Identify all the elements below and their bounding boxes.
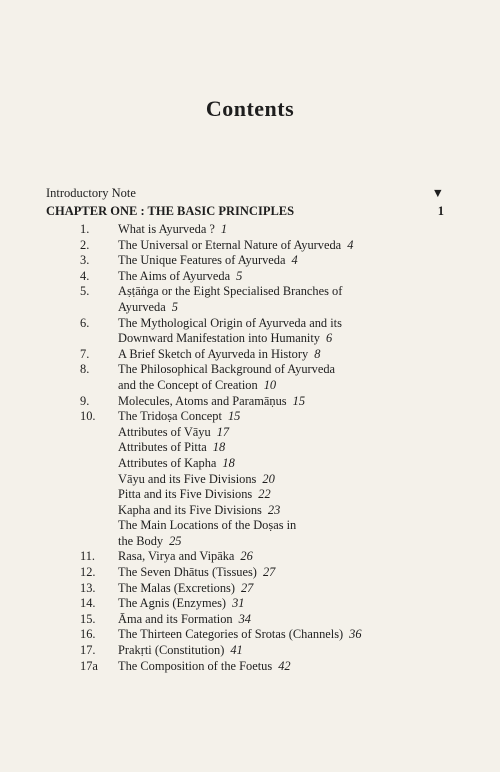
entry-line bbox=[118, 347, 450, 363]
entry-page: 4 bbox=[347, 237, 354, 252]
toc-entry bbox=[80, 565, 450, 581]
entry-line bbox=[118, 253, 450, 269]
entry-page: 5 bbox=[171, 299, 178, 314]
entry-line-text: and the Concept of Creation bbox=[118, 377, 258, 392]
toc-entry bbox=[80, 612, 450, 628]
toc-entry bbox=[80, 549, 450, 565]
toc-entry bbox=[80, 440, 450, 456]
toc-entry bbox=[80, 409, 450, 425]
toc-entry bbox=[80, 627, 450, 643]
entry-line-text: The Malas (Excretions) bbox=[118, 580, 235, 595]
entry-line bbox=[118, 487, 450, 503]
entry-text bbox=[118, 612, 450, 628]
entry-text bbox=[118, 518, 450, 549]
entry-page: 41 bbox=[230, 643, 243, 658]
toc-entry bbox=[80, 518, 450, 549]
entry-text bbox=[118, 238, 450, 254]
entry-line bbox=[118, 440, 450, 456]
entry-line-text: Attributes of Kapha bbox=[118, 455, 217, 470]
entry-number bbox=[80, 518, 118, 549]
entry-number: 16. bbox=[80, 627, 96, 642]
entry-line-text: The Seven Dhātus (Tissues) bbox=[118, 565, 257, 580]
entry-line bbox=[118, 425, 450, 441]
entry-page: 31 bbox=[232, 596, 245, 611]
entry-page: 8 bbox=[314, 346, 321, 361]
entry-line bbox=[118, 627, 450, 643]
entry-number: 17a bbox=[80, 658, 98, 673]
entry-text bbox=[118, 627, 450, 643]
entry-line-text: The Main Locations of the Doṣas in bbox=[118, 518, 297, 533]
entry-number: 10. bbox=[80, 409, 96, 424]
entry-line-text: The Mythological Origin of Ayurveda and its bbox=[118, 315, 342, 330]
intro-row bbox=[46, 186, 444, 201]
entry-number: 9. bbox=[80, 393, 90, 408]
entry-line bbox=[118, 659, 450, 675]
entry-line bbox=[118, 300, 450, 316]
entry-text bbox=[118, 487, 450, 503]
chapter-heading bbox=[46, 204, 444, 219]
toc-list bbox=[80, 222, 450, 674]
entry-line-text: Vāyu and its Five Divisions bbox=[118, 471, 257, 486]
entry-number: 13. bbox=[80, 580, 96, 595]
entry-number bbox=[80, 472, 118, 488]
entry-text bbox=[118, 456, 450, 472]
toc-entry bbox=[80, 503, 450, 519]
entry-text bbox=[118, 503, 450, 519]
entry-number: 6. bbox=[80, 315, 90, 330]
page-title: Contents bbox=[205, 96, 295, 121]
toc-entry bbox=[80, 269, 450, 285]
entry-line-text: Molecules, Atoms and Paramāṇus bbox=[118, 393, 287, 408]
entry-line bbox=[118, 378, 450, 394]
entry-number bbox=[80, 425, 118, 441]
entry-line-text: Prakṛti (Constitution) bbox=[118, 643, 225, 658]
entry-text bbox=[118, 284, 450, 315]
entry-line bbox=[118, 518, 450, 534]
entry-text bbox=[118, 425, 450, 441]
entry-line bbox=[118, 472, 450, 488]
entry-line bbox=[118, 503, 450, 519]
entry-page: 26 bbox=[240, 549, 253, 564]
entry-number: 17. bbox=[80, 643, 96, 658]
entry-line-text: The Composition of the Foetus bbox=[118, 658, 273, 673]
entry-page: 5 bbox=[236, 268, 243, 283]
entry-line-text: Attributes of Vāyu bbox=[118, 424, 211, 439]
entry-line-text: The Tridoṣa Concept bbox=[118, 409, 222, 424]
entry-page: 27 bbox=[262, 565, 276, 580]
entry-line-text: Pitta and its Five Divisions bbox=[118, 487, 253, 502]
entry-page: 15 bbox=[292, 393, 306, 408]
entry-line-text: Ayurveda bbox=[118, 299, 166, 314]
toc-entry bbox=[80, 394, 450, 410]
entry-line bbox=[118, 316, 450, 332]
entry-number bbox=[80, 487, 118, 503]
entry-line-text: What is Ayurveda ? bbox=[118, 222, 215, 236]
entry-text bbox=[118, 596, 450, 612]
intro-page: ▼ bbox=[431, 186, 444, 200]
entry-page: 10 bbox=[263, 377, 277, 392]
entry-line bbox=[118, 596, 450, 612]
chapter-label: CHAPTER ONE : THE BASIC PRINCIPLES bbox=[46, 204, 295, 218]
entry-number: 1. bbox=[80, 222, 90, 236]
entry-line-text: The Agnis (Enzymes) bbox=[118, 596, 227, 611]
entry-line bbox=[118, 565, 450, 581]
entry-text bbox=[118, 362, 450, 393]
entry-line bbox=[118, 362, 450, 378]
toc-entry bbox=[80, 362, 450, 393]
toc-entry bbox=[80, 284, 450, 315]
entry-line-text: The Unique Features of Ayurveda bbox=[118, 253, 286, 268]
entry-page: 4 bbox=[291, 253, 298, 268]
toc-entry bbox=[80, 316, 450, 347]
entry-page: 42 bbox=[278, 658, 291, 673]
entry-page: 6 bbox=[326, 331, 333, 346]
entry-number bbox=[80, 503, 118, 519]
entry-line bbox=[118, 284, 450, 300]
entry-number: 12. bbox=[80, 565, 96, 580]
entry-number: 5. bbox=[80, 284, 90, 299]
entry-number: 11. bbox=[80, 549, 96, 564]
entry-number: 3. bbox=[80, 253, 90, 268]
entry-line bbox=[118, 612, 450, 628]
toc-entry bbox=[80, 581, 450, 597]
toc-entry bbox=[80, 347, 450, 363]
entry-page: 20 bbox=[262, 471, 275, 486]
entry-text bbox=[118, 472, 450, 488]
entry-text bbox=[118, 659, 450, 675]
entry-text bbox=[118, 581, 450, 597]
toc-entry bbox=[80, 425, 450, 441]
entry-text bbox=[118, 222, 450, 238]
entry-line bbox=[118, 456, 450, 472]
chapter-page: 1 bbox=[437, 204, 444, 218]
toc-entry bbox=[80, 456, 450, 472]
entry-line bbox=[118, 581, 450, 597]
entry-line-text: The Aims of Ayurveda bbox=[118, 268, 231, 283]
entry-line-text: Aṣṭāṅga or the Eight Specialised Branches of bbox=[118, 284, 343, 299]
entry-line-text: The Thirteen Categories of Srotas (Channels) bbox=[118, 627, 344, 642]
entry-number: 15. bbox=[80, 611, 96, 626]
entry-page: 18 bbox=[212, 440, 226, 455]
entry-number: 8. bbox=[80, 362, 90, 377]
entry-line bbox=[118, 394, 450, 410]
toc-entry bbox=[80, 596, 450, 612]
entry-line bbox=[118, 549, 450, 565]
entry-text bbox=[118, 394, 450, 410]
toc-entry bbox=[80, 472, 450, 488]
entry-page: 17 bbox=[216, 424, 230, 439]
entry-line-text: A Brief Sketch of Ayurveda in History bbox=[118, 346, 309, 361]
entry-page: 23 bbox=[267, 502, 281, 517]
entry-text bbox=[118, 347, 450, 363]
entry-line-text: Kapha and its Five Divisions bbox=[118, 502, 262, 517]
entry-line-text: the Body bbox=[118, 533, 164, 548]
entry-text bbox=[118, 643, 450, 659]
entry-line bbox=[118, 331, 450, 347]
entry-line bbox=[118, 409, 450, 425]
entry-line bbox=[118, 222, 450, 238]
toc-entry bbox=[80, 222, 450, 238]
entry-page: 1 bbox=[220, 222, 228, 236]
entry-number: 14. bbox=[80, 596, 96, 611]
entry-page: 25 bbox=[169, 533, 182, 548]
entry-line bbox=[118, 643, 450, 659]
entry-line-text: Rasa, Virya and Vipāka bbox=[118, 549, 235, 564]
entry-line bbox=[118, 534, 450, 550]
entry-line-text: The Universal or Eternal Nature of Ayurveda bbox=[118, 237, 342, 252]
toc-entry bbox=[80, 643, 450, 659]
entry-number bbox=[80, 440, 118, 456]
entry-text bbox=[118, 440, 450, 456]
toc-entry bbox=[80, 238, 450, 254]
entry-page: 34 bbox=[238, 611, 251, 626]
entry-line-text: Āma and its Formation bbox=[118, 611, 233, 626]
entry-page: 18 bbox=[222, 455, 235, 470]
entry-text bbox=[118, 409, 450, 425]
entry-line bbox=[118, 238, 450, 254]
entry-page: 15 bbox=[227, 409, 241, 424]
entry-line-text: The Philosophical Background of Ayurveda bbox=[118, 362, 336, 377]
toc-entry bbox=[80, 487, 450, 503]
entry-line bbox=[118, 269, 450, 285]
entry-line-text: Downward Manifestation into Humanity bbox=[118, 331, 321, 346]
entry-number: 2. bbox=[80, 237, 90, 252]
entry-text bbox=[118, 565, 450, 581]
entry-text bbox=[118, 253, 450, 269]
toc-entry bbox=[80, 253, 450, 269]
entry-number: 4. bbox=[80, 268, 90, 283]
intro-label: Introductory Note bbox=[46, 186, 136, 200]
entry-text bbox=[118, 269, 450, 285]
entry-text bbox=[118, 316, 450, 347]
entry-number: 7. bbox=[80, 346, 90, 361]
entry-line-text: Attributes of Pitta bbox=[118, 440, 207, 455]
entry-page: 27 bbox=[240, 580, 254, 595]
toc-entry bbox=[80, 659, 450, 675]
entry-number bbox=[80, 456, 118, 472]
entry-page: 22 bbox=[258, 487, 271, 502]
entry-page: 36 bbox=[349, 627, 362, 642]
entry-text bbox=[118, 549, 450, 565]
